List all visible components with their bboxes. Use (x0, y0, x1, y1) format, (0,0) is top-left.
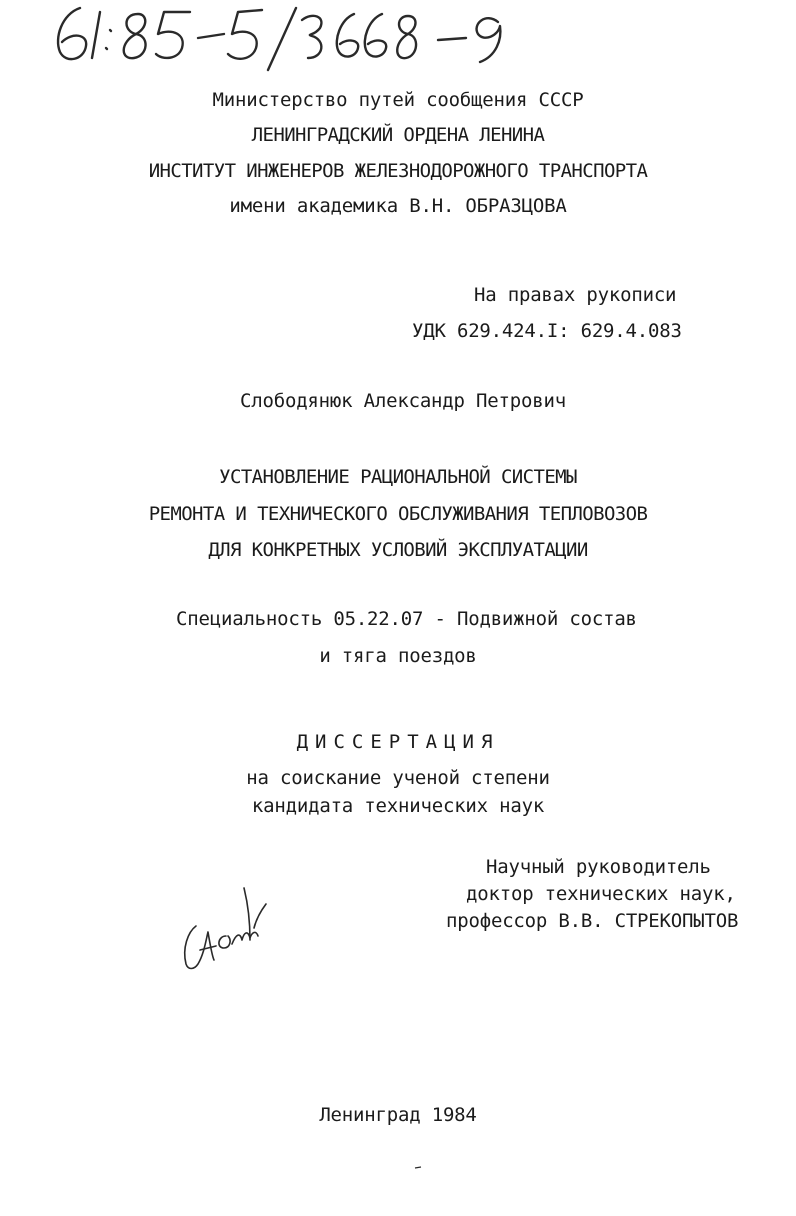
author-name: Слободянюк Александр Петрович (240, 390, 566, 412)
handwritten-signature (178, 888, 278, 988)
supervisor-line-1: Научный руководитель (486, 856, 711, 878)
place-and-year: Ленинград 1984 (319, 1104, 477, 1126)
degree-line-2: кандидата технических наук (251, 795, 545, 817)
specialty-line-2: и тяга поездов (319, 645, 477, 667)
handwritten-archive-code (40, 0, 560, 80)
specialty-line-1: Специальность 05.22.07 - Подвижной состав (176, 608, 637, 630)
udc-code: УДК 629.424.I: 629.4.083 (412, 320, 682, 342)
degree-line-1: на соискание ученой степени (246, 767, 550, 789)
institute-line-3: имени академика В.Н. ОБРАЗЦОВА (229, 195, 567, 217)
ink-speck (414, 1165, 424, 1171)
title-line-2: РЕМОНТА И ТЕХНИЧЕСКОГО ОБСЛУЖИВАНИЯ ТЕПЛОВОЗОВ (148, 503, 648, 525)
supervisor-line-3: профессор В.В. СТРЕКОПЫТОВ (446, 910, 739, 932)
institute-line-2: ИНСТИТУТ ИНЖЕНЕРОВ ЖЕЛЕЗНОДОРОЖНОГО ТРАНСПОРТА (148, 160, 648, 182)
manuscript-rights: На правах рукописи (474, 284, 677, 306)
title-line-3: ДЛЯ КОНКРЕТНЫХ УСЛОВИЙ ЭКСПЛУАТАЦИИ (208, 539, 588, 561)
ministry-line: Министерство путей сообщения СССР (212, 89, 584, 111)
dissertation-label: ДИССЕРТАЦИЯ (296, 731, 500, 753)
title-line-1: УСТАНОВЛЕНИЕ РАЦИОНАЛЬНОЙ СИСТЕМЫ (219, 466, 577, 488)
supervisor-line-2: доктор технических наук, (466, 883, 736, 905)
institute-line-1: ЛЕНИНГРАДСКИЙ ОРДЕНА ЛЕНИНА (251, 124, 545, 146)
